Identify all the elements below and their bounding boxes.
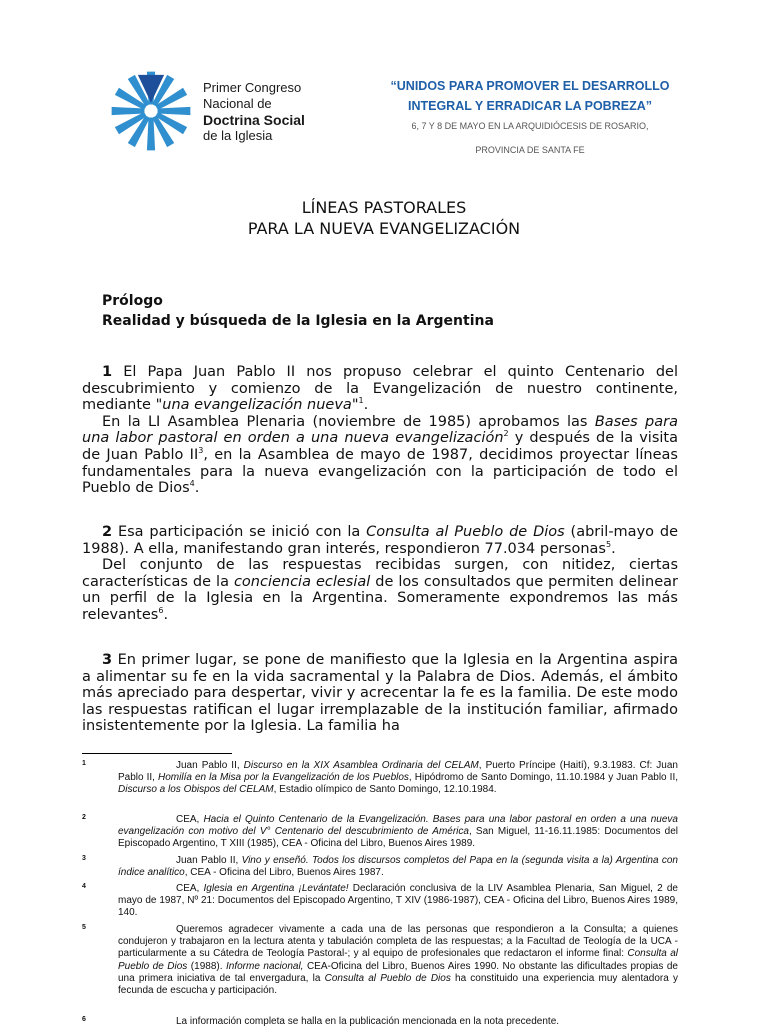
footnote-1 (82, 760, 678, 797)
text-run: " (351, 397, 359, 414)
italic-run: Discurso a los Obispos del CELAM (118, 784, 274, 796)
prologue-heading-block (102, 291, 494, 331)
logo-line: Primer Congreso (203, 80, 302, 95)
footnote-number: 6 (82, 1016, 86, 1023)
paragraph-text (82, 414, 678, 497)
text-run: CEA, (176, 814, 204, 825)
text-run: CEA-Oficina del Libro, Buenos Aires 1990. No obstante las dificultades propias de una primera iniciativa de tal envergadura, la (118, 960, 678, 984)
text-run: , Estadio olímpico de Santo Domingo, 12.10.1984. (273, 784, 497, 796)
italic-run: Iglesia en Argentina ¡Levántate! (203, 883, 349, 894)
footnote-text (118, 814, 678, 851)
italic-run: Informe nacional, (226, 960, 304, 972)
footnote-text (118, 924, 678, 997)
text-run: Juan Pablo II, (176, 855, 242, 866)
congress-logo (110, 70, 192, 152)
footnote-text (118, 855, 678, 879)
italic-run: Hacia el Quinto Centenario de la Evangelización. Bases para una labor pastoral en orden a una nueva evangelización con motivo del V° Centenario del descubrimiento de América (118, 814, 678, 838)
footnote-number: 5 (82, 924, 86, 931)
text-run: de los consultados que permiten delinear un perfil de la Iglesia en la Argentina. Someramente expondremos las más relevantes (82, 573, 678, 623)
italic-run: Consulta al Pueblo de Dios (118, 948, 678, 972)
footnote-4 (82, 883, 678, 920)
paragraph-text (82, 652, 678, 735)
footnote-5 (82, 924, 678, 997)
text-run: , en la Asamblea de mayo de 1987, decidimos proyectar líneas fundamentales para la nueva evangelización con la participación de todo el Pueblo de Dios (82, 446, 678, 497)
paragraph-text (82, 524, 678, 557)
text-run: , CEA - Oficina del Libro, Buenos Aires 1987. (184, 867, 384, 879)
text-run: . (194, 480, 200, 497)
document-title (0, 197, 768, 239)
text-run: La información completa se halla en la publicación mencionada en la nota precedente. (176, 1016, 560, 1027)
paragraph-text (82, 557, 678, 623)
slogan-line: “UNIDOS PARA PROMOVER EL DESARROLLO (390, 79, 670, 93)
footnote-text (118, 883, 678, 920)
text-run: . (611, 540, 616, 557)
footnote-ref[interactable]: 2 (503, 429, 509, 439)
footnote-ref[interactable]: 5 (606, 539, 612, 549)
text-run: Queremos agradecer vivamente a cada una de las personas que respondieron a la Consulta; a quienes condujeron y trabajaron en la lectura atenta y tabulación completa de las respuestas; a la Facultad de Teología de la UCA -particularmente a su Cátedra de Teología Pastoral-; y al equipo de profesionales que redactaron el informe final: (118, 924, 678, 960)
text-run: En primer lugar, se pone de manifiesto que la Iglesia en la Argentina aspira a alimentar su fe en la vida sacramental y la Palabra de Dios. Además, el ámbito más apreciado para despertar, vivir y acrecentar la fe es la familia. De este modo las respuestas ratifican el lugar irremplazable de la institución familiar, afirmado insistentemente por la Iglesia. La familia ha (82, 652, 678, 735)
text-run: . (163, 606, 169, 623)
text-run: Del conjunto de las respuestas recibidas surgen, con nitidez, ciertas características de la (82, 557, 678, 590)
footnote-ref[interactable]: 4 (189, 479, 195, 489)
paragraph-number: 1 (102, 364, 113, 380)
title-line-2: PARA LA NUEVA EVANGELIZACIÓN (247, 219, 521, 238)
paragraph-number: 2 (102, 524, 113, 540)
date-line: 6, 7 Y 8 DE MAYO EN LA ARQUIDIÓCESIS DE ROSARIO, (411, 121, 649, 131)
footnote-ref[interactable]: 1 (358, 396, 364, 406)
footnote-separator (82, 753, 232, 754)
footnote-text (118, 1016, 678, 1028)
italic-run: Discurso en la XIX Asamblea Ordinaria del CELAM (243, 760, 479, 771)
text-run: CEA, (176, 883, 204, 894)
paragraph-3 (82, 652, 678, 735)
italic-run: Consulta al Pueblo de Dios (366, 524, 565, 540)
italic-run: conciencia eclesial (233, 573, 371, 590)
paragraph-1 (82, 364, 678, 497)
text-run: Esa participación se inició con la (112, 524, 367, 540)
logo-line: de la Iglesia (203, 128, 273, 143)
italic-run: Homilía en la Misa por la Evangelización de los Pueblos (158, 772, 409, 784)
text-run: , San Miguel, 11-16.11.1985: Documentos del Episcopado Argentino, T XIII (1985), CEA - Oficina del Libro, Buenos Aires 1989. (118, 826, 678, 850)
slogan-line: INTEGRAL Y ERRADICAR LA POBREZA” (407, 99, 652, 113)
footnote-text (118, 760, 678, 797)
text-run: Juan Pablo II, (176, 760, 244, 771)
text-run: y después de la visita de Juan Pablo II (82, 430, 678, 463)
text-run: , Puerto Príncipe (Haití), 9.3.1983. Cf: Juan Pablo II, (118, 760, 678, 784)
text-run: . (363, 397, 369, 414)
paragraph-text (82, 364, 678, 414)
prologue-heading: Prólogo (102, 293, 163, 309)
logo-line: Nacional de (203, 96, 272, 111)
footnote-number: 4 (82, 883, 86, 890)
italic-run: Bases para una labor pastoral en orden a una nueva evangelización (82, 413, 678, 447)
logo-line: Doctrina Social (203, 112, 305, 128)
italic-run: una evangelización nueva (162, 397, 352, 414)
footnote-number: 3 (82, 855, 86, 862)
text-run: (1988). (187, 960, 226, 972)
footnote-number: 2 (82, 814, 86, 821)
text-run: (abril-mayo de 1988). A ella, manifestando gran interés, respondieron 77.034 personas (82, 524, 678, 557)
text-run: El Papa Juan Pablo II nos propuso celebrar el quinto Centenario del descubrimiento y comienzo de la Evangelización de nuestro continente, mediante " (82, 364, 678, 414)
footnote-2 (82, 814, 678, 851)
footnote-3 (82, 855, 678, 879)
text-run: ha constituido una experiencia muy alentadora y fecunda de escucha y participación. (118, 972, 678, 997)
text-run: En la LI Asamblea Plenaria (noviembre de 1985) aprobamos las (102, 413, 595, 430)
footnote-number: 1 (82, 760, 86, 767)
text-run: Declaración conclusiva de la LIV Asamblea Plenaria, San Miguel, 2 de mayo de 1987, Nº 21: Documentos del Episcopado Argentino, T XIV (1986-1987), CEA - Oficina del Libro, Buenos Aires 1989, 140. (118, 883, 678, 919)
title-line-1: LÍNEAS PASTORALES (301, 198, 467, 217)
logo-text (203, 80, 305, 144)
congress-header (365, 76, 695, 157)
paragraph-number: 3 (102, 652, 113, 668)
text-run: , Hipódromo de Santo Domingo, 11.10.1984 y Juan Pablo II, (408, 772, 679, 784)
italic-run: Vino y enseñó. Todos los discursos completos del Papa en la (segunda visita a la) Argentina con índice analítico (118, 855, 678, 879)
place-line: PROVINCIA DE SANTA FE (475, 145, 585, 155)
italic-run: Consulta al Pueblo de Dios (324, 972, 451, 984)
footnote-ref[interactable]: 3 (198, 446, 204, 456)
footnote-6 (82, 1016, 678, 1028)
footnote-ref[interactable]: 6 (158, 606, 164, 616)
prologue-subheading: Realidad y búsqueda de la Iglesia en la Argentina (102, 313, 494, 329)
paragraph-2 (82, 524, 678, 624)
